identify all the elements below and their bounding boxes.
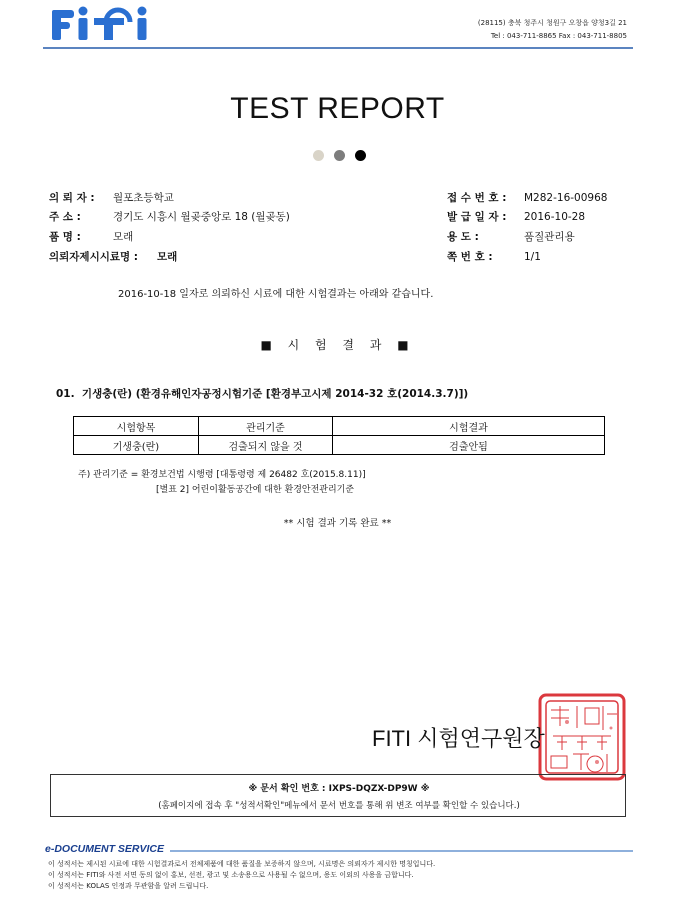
page-no-label: 쪽 번 호 : — [447, 251, 493, 263]
official-seal — [537, 692, 627, 782]
address-value: 경기도 시흥시 월곶중앙로 18 (월곶동) — [113, 211, 290, 223]
disclaimer-1: 이 성적서는 제시된 시료에 대한 시험결과로서 전체제품에 대한 품질을 보증하지 않으며, 시료명은 의뢰자가 제시한 명칭입니다. — [48, 860, 436, 868]
dot-light — [313, 150, 324, 161]
test-item-heading — [56, 386, 468, 401]
report-title: TEST REPORT — [230, 92, 445, 125]
table-row — [74, 436, 605, 455]
table-header-row — [74, 417, 605, 436]
address-line: (28115) 충북 청주시 청원구 오창읍 양청3길 21 — [477, 19, 627, 27]
e-document-service-label: e-DOCUMENT SERVICE — [45, 843, 165, 855]
fiti-logo — [50, 2, 155, 42]
sample-name-value: 모래 — [157, 251, 178, 263]
item-title: 기생충(란) (환경유해인자공정시험기준 [환경부고시제 2014-32 호(2014.3.7)]) — [81, 388, 469, 400]
document-verification-info: (홈페이지에 접속 후 "성적서확인"메뉴에서 문서 번호를 통해 위 변조 여부를 확인할 수 있습니다.) — [158, 801, 520, 811]
signer-name: FITI 시험연구원장 — [372, 726, 545, 751]
header-test-item: 시험항목 — [74, 417, 199, 436]
client-label: 의 뢰 자 : — [49, 192, 95, 204]
address-label: 주 소 : — [49, 211, 81, 223]
section-title: ■ 시 험 결 과 ■ — [260, 338, 415, 352]
cell-test-item: 기생충(란) — [74, 436, 199, 455]
header-standard: 관리기준 — [199, 417, 333, 436]
item-number: 01. — [56, 388, 75, 400]
purpose-value: 품질관리용 — [524, 231, 575, 243]
receipt-no-value: M282-16-00968 — [524, 192, 608, 204]
document-verification-box — [50, 774, 626, 817]
intro-text: 2016-10-18 일자로 의뢰하신 시료에 대한 시험결과는 아래와 같습니다. — [118, 289, 434, 300]
page-no-value: 1/1 — [524, 251, 541, 263]
note-line-1: 주) 관리기준 = 환경보건법 시행령 [대통령령 제 26482 호(2015.8.11)] — [78, 470, 366, 480]
cell-result: 검출안됨 — [333, 436, 605, 455]
disclaimer-2: 이 성적서는 FITI와 사전 서면 동의 없이 홍보, 선전, 광고 및 소송용으로 사용될 수 없으며, 용도 이외의 사용을 금합니다. — [48, 871, 414, 879]
receipt-no-label: 접 수 번 호 : — [447, 192, 507, 204]
sample-name-label: 의뢰자제시시료명 : — [49, 251, 138, 263]
dot-black — [355, 150, 366, 161]
issue-date-label: 발 급 일 자 : — [447, 211, 507, 223]
issue-date-value: 2016-10-28 — [524, 211, 586, 223]
title-dots — [313, 150, 373, 162]
cell-standard: 검출되지 않을 것 — [199, 436, 333, 455]
header-divider — [43, 47, 633, 49]
disclaimer-3: 이 성적서는 KOLAS 인정과 무관함을 알려 드립니다. — [48, 882, 209, 890]
company-address — [478, 17, 627, 43]
results-table — [73, 416, 605, 455]
product-label: 품 명 : — [49, 231, 81, 243]
document-number: ※ 문서 확인 번호 : IXPS-DQZX-DP9W ※ — [248, 784, 430, 794]
logo-text: FITI — [50, 2, 52, 3]
header-result: 시험결과 — [333, 417, 605, 436]
end-of-record: ** 시험 결과 기록 완료 ** — [283, 518, 392, 529]
purpose-label: 용 도 : — [447, 231, 479, 243]
footer-divider — [170, 850, 633, 852]
client-value: 월포초등학교 — [113, 192, 174, 204]
contact-line: Tel : 043-711-8865 Fax : 043-711-8805 — [490, 32, 627, 40]
note-line-2: [별표 2] 어린이활동공간에 대한 환경안전관리기준 — [156, 485, 355, 495]
product-value: 모래 — [113, 231, 134, 243]
dot-gray — [334, 150, 345, 161]
